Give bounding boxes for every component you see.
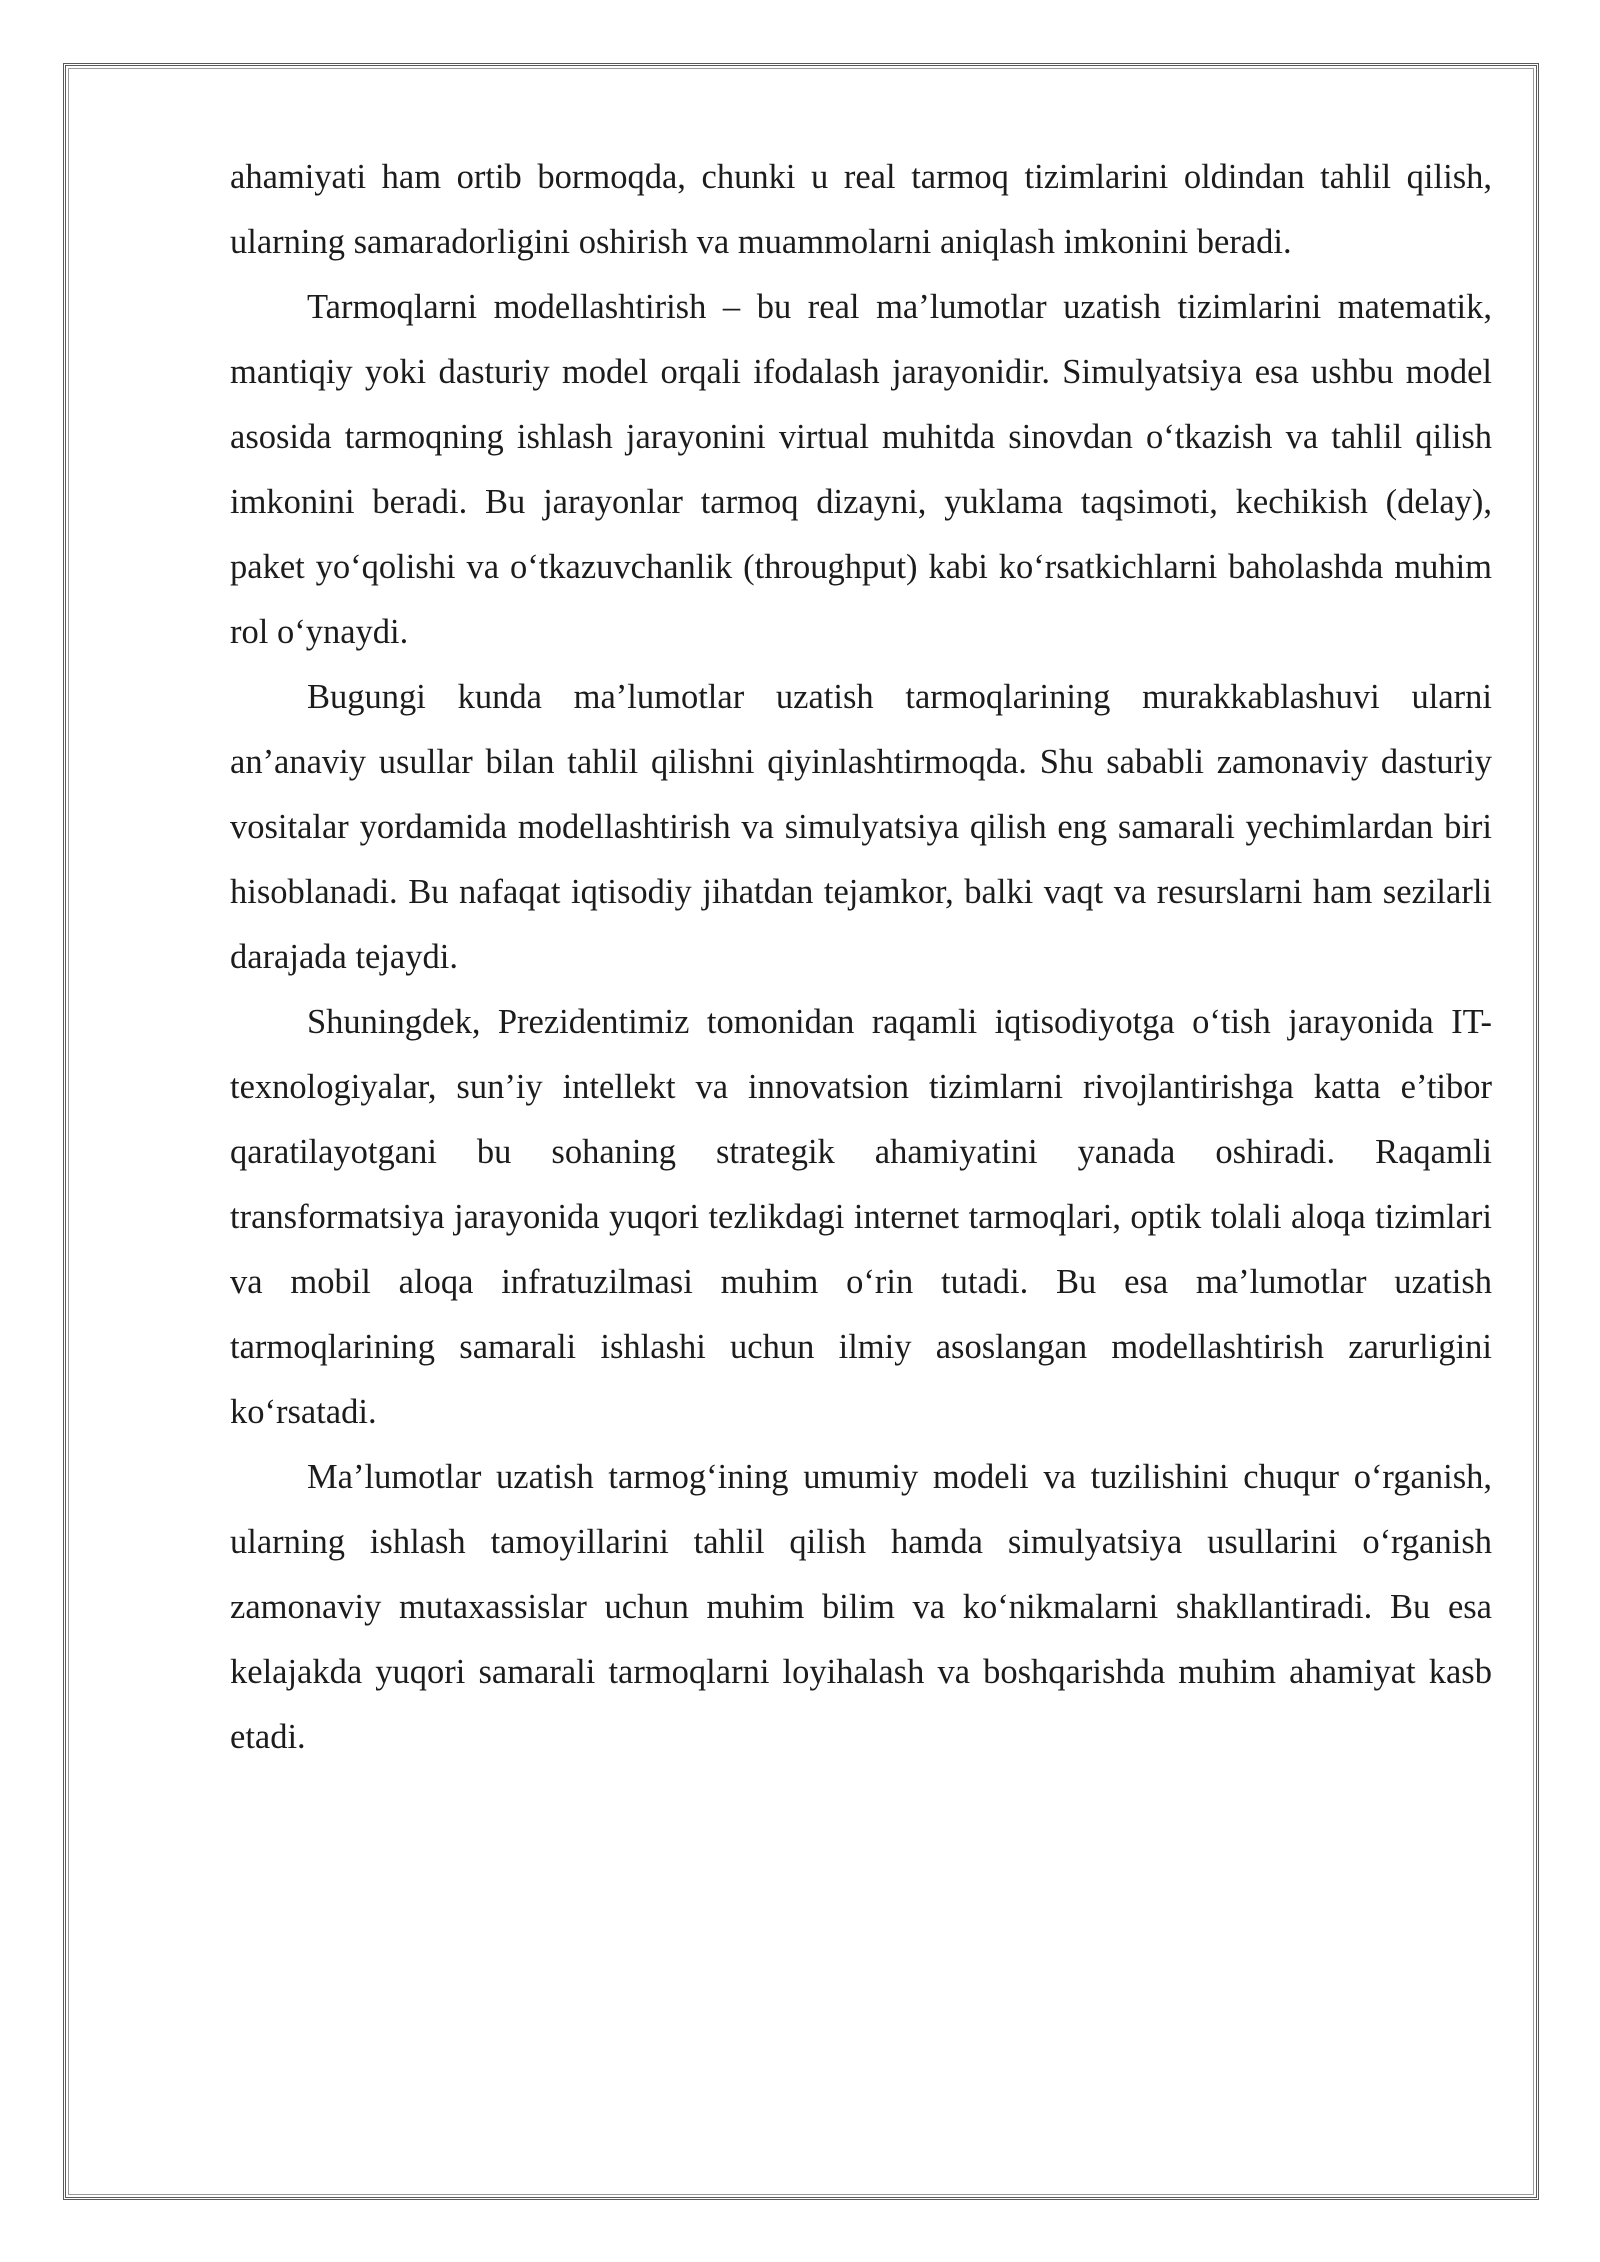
document-body [230, 145, 1492, 1770]
paragraph-network-modeling: Tarmoqlarni modellashtirish – bu real ma’lumotlar uzatish tizimlarini matematik, mantiqiy yoki dasturiy model orqali ifodalash jarayonidir. Simulyatsiya esa ushbu model asosida tarmoqning ishlash jarayonini virtual muhitda sinovdan o‘tkazish va tahlil qilish imkonini beradi. Bu jarayonlar tarmoq dizayni, yuklama taqsimoti, kechikish (delay), paket yo‘qolishi va o‘tkazuvchanlik (throughput) kabi ko‘rsatkichlarni baholashda muhim rol o‘ynaydi. [230, 288, 1492, 651]
paragraph-digital-economy: Shuningdek, Prezidentimiz tomonidan raqamli iqtisodiyotga o‘tish jarayonida IT-texnologiyalar, sun’iy intellekt va innovatsion tizimlarni rivojlantirishga katta e’tibor qaratilayotgani bu sohaning strategik ahamiyatini yanada oshiradi. Raqamli transformatsiya jarayonida yuqori tezlikdagi internet tarmoqlari, optik tolali aloqa tizimlari va mobil aloqa infratuzilmasi muhim o‘rin tutadi. Bu esa ma’lumotlar uzatish tarmoqlarining samarali ishlashi uchun ilmiy asoslangan modellashtirish zarurligini ko‘rsatadi. [230, 1003, 1492, 1431]
paragraph-continued: ahamiyati ham ortib bormoqda, chunki u real tarmoq tizimlarini oldindan tahlil qilish, ularning samaradorligini oshirish va muammolarni aniqlash imkonini beradi. [230, 158, 1492, 261]
paragraph-complexity: Bugungi kunda ma’lumotlar uzatish tarmoqlarining murakkablashuvi ularni an’anaviy usullar bilan tahlil qilishni qiyinlashtirmoqda. Shu sababli zamonaviy dasturiy vositalar yordamida modellashtirish va simulyatsiya qilish eng samarali yechimlardan biri hisoblanadi. Bu nafaqat iqtisodiy jihatdan tejamkor, balki vaqt va resurslarni ham sezilarli darajada tejaydi. [230, 678, 1492, 976]
paragraph-study-importance: Ma’lumotlar uzatish tarmog‘ining umumiy modeli va tuzilishini chuqur o‘rganish, ularning ishlash tamoyillarini tahlil qilish hamda simulyatsiya usullarini o‘rganish zamonaviy mutaxassislar uchun muhim bilim va ko‘nikmalarni shakllantiradi. Bu esa kelajakda yuqori samarali tarmoqlarni loyihalash va boshqarishda muhim ahamiyat kasb etadi. [230, 1458, 1492, 1756]
